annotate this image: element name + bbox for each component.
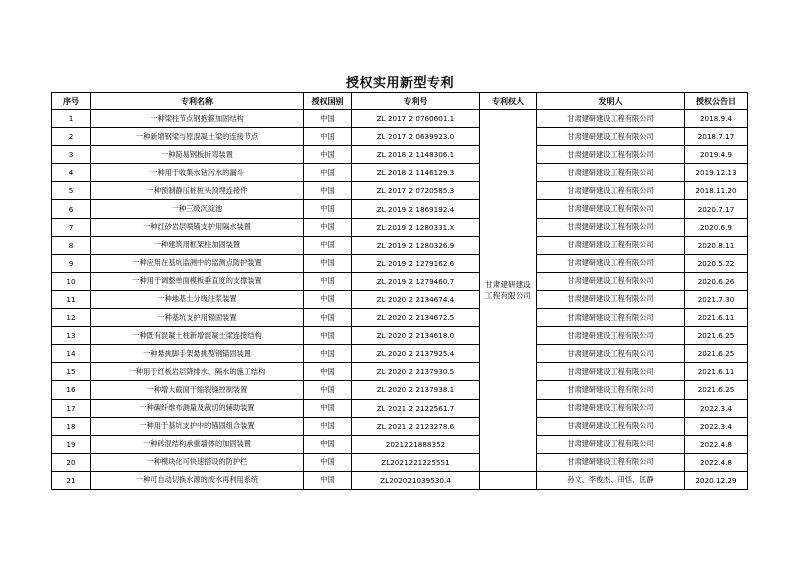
cell-no: 1	[52, 110, 91, 128]
cell-country: 中国	[304, 453, 352, 471]
cell-inventor: 甘肃建研建设工程有限公司	[537, 200, 685, 218]
cell-patent-name: 一种用于基坑支护中的锚固组合装置	[91, 417, 304, 435]
cell-patent-name: 一种应用在基坑监测中的监测点防护装置	[91, 254, 304, 272]
cell-country: 中国	[304, 399, 352, 417]
table-row	[52, 399, 748, 417]
table-row	[52, 146, 748, 164]
cell-inventor: 甘肃建研建设工程有限公司	[537, 254, 685, 272]
cell-patent-number: ZL 2019 2 1279460.7	[352, 272, 480, 290]
cell-patent-name: 一种三级沉淀池	[91, 200, 304, 218]
cell-no: 20	[52, 453, 91, 471]
cell-no: 18	[52, 417, 91, 435]
cell-date: 2021.7.30	[685, 290, 748, 308]
cell-patent-number: ZL 2021 2 2122561.7	[352, 399, 480, 417]
column-header-name: 专利名称	[91, 93, 304, 110]
cell-country: 中国	[304, 254, 352, 272]
cell-date: 2019.4.9	[685, 146, 748, 164]
column-header-number: 专利号	[352, 93, 480, 110]
cell-country: 中国	[304, 381, 352, 399]
cell-inventor: 甘肃建研建设工程有限公司	[537, 146, 685, 164]
cell-country: 中国	[304, 146, 352, 164]
cell-no: 6	[52, 200, 91, 218]
cell-inventor: 甘肃建研建设工程有限公司	[537, 417, 685, 435]
patent-table	[51, 92, 748, 490]
cell-date: 2020.6.9	[685, 218, 748, 236]
cell-no: 14	[52, 345, 91, 363]
cell-date: 2021.6.25	[685, 345, 748, 363]
cell-patent-number: ZL 2020 2 2134672.5	[352, 309, 480, 327]
table-row	[52, 200, 748, 218]
cell-date: 2022.3.4	[685, 399, 748, 417]
table-row	[52, 236, 748, 254]
cell-patent-number: ZL 2017 2 0760601.1	[352, 110, 480, 128]
cell-inventor: 甘肃建研建设工程有限公司	[537, 435, 685, 453]
cell-patent-number: ZL202021039530.4	[352, 471, 480, 489]
cell-inventor: 甘肃建研建设工程有限公司	[537, 453, 685, 471]
table-row	[52, 363, 748, 381]
cell-patent-number: ZL2021221225551	[352, 453, 480, 471]
cell-patent-name: 一种地基土分级注浆装置	[91, 290, 304, 308]
cell-date: 2020.7.17	[685, 200, 748, 218]
cell-no: 11	[52, 290, 91, 308]
column-header-no: 序号	[52, 93, 91, 110]
table-row	[52, 471, 748, 489]
cell-patent-name: 一种可自动切换水源的废水再利用系统	[91, 471, 304, 489]
cell-inventor: 甘肃建研建设工程有限公司	[537, 290, 685, 308]
cell-country: 中国	[304, 200, 352, 218]
cell-patent-number: ZL 2020 2 2134618.0	[352, 327, 480, 345]
cell-patent-name: 一种砖混结构承重墙体的加固装置	[91, 435, 304, 453]
cell-country: 中国	[304, 182, 352, 200]
cell-no: 4	[52, 164, 91, 182]
table-row	[52, 182, 748, 200]
cell-country: 中国	[304, 345, 352, 363]
table-row	[52, 272, 748, 290]
cell-no: 21	[52, 471, 91, 489]
cell-inventor: 甘肃建研建设工程有限公司	[537, 309, 685, 327]
cell-no: 19	[52, 435, 91, 453]
cell-patent-name: 一种梁柱节点钢抱箍加固结构	[91, 110, 304, 128]
cell-patent-name: 一种基坑支护用锚固装置	[91, 309, 304, 327]
table-row	[52, 309, 748, 327]
cell-patent-number: ZL 2018 2 1148306.1	[352, 146, 480, 164]
cell-no: 2	[52, 128, 91, 146]
cell-patent-number: ZL 2020 2 2137930.5	[352, 363, 480, 381]
cell-inventor: 甘肃建研建设工程有限公司	[537, 381, 685, 399]
cell-patent-number: ZL 2020 2 2134674.4	[352, 290, 480, 308]
cell-no: 13	[52, 327, 91, 345]
cell-country: 中国	[304, 128, 352, 146]
cell-no: 3	[52, 146, 91, 164]
cell-no: 10	[52, 272, 91, 290]
cell-patent-number: ZL 2017 2 0720585.3	[352, 182, 480, 200]
cell-inventor: 甘肃建研建设工程有限公司	[537, 327, 685, 345]
cell-country: 中国	[304, 471, 352, 489]
cell-country: 中国	[304, 164, 352, 182]
cell-country: 中国	[304, 236, 352, 254]
cell-no: 8	[52, 236, 91, 254]
cell-patent-name: 一种悬挑脚手架悬挑型钢锚固装置	[91, 345, 304, 363]
cell-country: 中国	[304, 309, 352, 327]
cell-patent-name: 一种模块化可快速搭设的防护栏	[91, 453, 304, 471]
cell-patent-name: 一种既有混凝土柱新增混凝土梁连接结构	[91, 327, 304, 345]
cell-country: 中国	[304, 417, 352, 435]
cell-date: 2022.4.8	[685, 435, 748, 453]
cell-patent-number: ZL 2020 2 2137925.4	[352, 345, 480, 363]
cell-patent-name: 一种新增钢梁与原混凝土梁的连接节点	[91, 128, 304, 146]
cell-country: 中国	[304, 272, 352, 290]
cell-country: 中国	[304, 435, 352, 453]
table-row	[52, 435, 748, 453]
column-header-country: 授权国别	[304, 93, 352, 110]
cell-date: 2018.11.20	[685, 182, 748, 200]
column-header-inventor: 发明人	[537, 93, 685, 110]
cell-date: 2022.3.4	[685, 417, 748, 435]
cell-country: 中国	[304, 290, 352, 308]
column-header-date: 授权公告日	[685, 93, 748, 110]
cell-date: 2021.6.11	[685, 363, 748, 381]
cell-patent-name: 一种增大截面干缩裂缝控制装置	[91, 381, 304, 399]
cell-patent-number: ZL 2021 2 2123278.6	[352, 417, 480, 435]
cell-patent-name: 一种简易钢板折弯装置	[91, 146, 304, 164]
table-row	[52, 128, 748, 146]
cell-patent-name: 一种用于红板岩层降排水、隔水的施工结构	[91, 363, 304, 381]
cell-no: 12	[52, 309, 91, 327]
table-row	[52, 164, 748, 182]
cell-patent-number: 2021221888352	[352, 435, 480, 453]
cell-inventor: 甘肃建研建设工程有限公司	[537, 363, 685, 381]
table-row	[52, 218, 748, 236]
cell-date: 2021.6.11	[685, 309, 748, 327]
cell-inventor: 甘肃建研建设工程有限公司	[537, 345, 685, 363]
cell-inventor: 甘肃建研建设工程有限公司	[537, 128, 685, 146]
cell-date: 2020.12.29	[685, 471, 748, 489]
cell-patent-number: ZL 2019 2 1280326.9	[352, 236, 480, 254]
table-row	[52, 453, 748, 471]
column-header-owner: 专利权人	[480, 93, 537, 110]
cell-owner: 甘肃建研建设工程有限公司	[480, 110, 537, 472]
cell-date: 2018.7.17	[685, 128, 748, 146]
table-row	[52, 254, 748, 272]
cell-date: 2020.8.11	[685, 236, 748, 254]
cell-country: 中国	[304, 218, 352, 236]
cell-date: 2021.6.25	[685, 381, 748, 399]
table-body	[52, 110, 748, 490]
table-row	[52, 417, 748, 435]
cell-date: 2021.6.25	[685, 327, 748, 345]
cell-no: 7	[52, 218, 91, 236]
cell-inventor: 甘肃建研建设工程有限公司	[537, 164, 685, 182]
cell-owner-empty	[480, 471, 537, 489]
cell-date: 2019.12.13	[685, 164, 748, 182]
cell-date: 2020.6.26	[685, 272, 748, 290]
cell-inventor: 甘肃建研建设工程有限公司	[537, 218, 685, 236]
cell-inventor: 甘肃建研建设工程有限公司	[537, 236, 685, 254]
cell-inventor: 甘肃建研建设工程有限公司	[537, 182, 685, 200]
cell-patent-name: 一种建筑用框架柱加固装置	[91, 236, 304, 254]
table-row	[52, 327, 748, 345]
cell-patent-name: 一种预制静压桩桩头预埋连接件	[91, 182, 304, 200]
cell-patent-name: 一种用于收集水钻污水的漏斗	[91, 164, 304, 182]
cell-no: 16	[52, 381, 91, 399]
table-row	[52, 381, 748, 399]
cell-patent-name: 一种红砂岩层喷锚支护用隔水装置	[91, 218, 304, 236]
cell-inventor: 甘肃建研建设工程有限公司	[537, 399, 685, 417]
cell-patent-number: ZL 2020 2 2137938.1	[352, 381, 480, 399]
cell-country: 中国	[304, 110, 352, 128]
cell-date: 2020.5.22	[685, 254, 748, 272]
cell-inventor: 甘肃建研建设工程有限公司	[537, 272, 685, 290]
cell-country: 中国	[304, 327, 352, 345]
cell-patent-number: ZL 2019 2 1280331.X	[352, 218, 480, 236]
table-row	[52, 110, 748, 128]
table-row	[52, 345, 748, 363]
cell-no: 5	[52, 182, 91, 200]
cell-patent-number: ZL 2018 2 1146129.3	[352, 164, 480, 182]
cell-patent-number: ZL 2019 2 1279162.6	[352, 254, 480, 272]
cell-inventor: 甘肃建研建设工程有限公司	[537, 110, 685, 128]
cell-date: 2018.9.4	[685, 110, 748, 128]
table-header-row	[52, 93, 748, 110]
cell-inventor: 孙文、李俊杰、田恬、匡静	[537, 471, 685, 489]
cell-country: 中国	[304, 363, 352, 381]
cell-date: 2022.4.8	[685, 453, 748, 471]
cell-patent-name: 一种碳纤维布测量及裁切的辅助装置	[91, 399, 304, 417]
cell-patent-number: ZL 2019 2 1869192.4	[352, 200, 480, 218]
page-title: 授权实用新型专利	[345, 76, 454, 91]
cell-no: 9	[52, 254, 91, 272]
cell-no: 17	[52, 399, 91, 417]
cell-patent-number: ZL 2017 2 0639923.0	[352, 128, 480, 146]
cell-patent-name: 一种用于调整单面模板垂直度的支撑装置	[91, 272, 304, 290]
cell-no: 15	[52, 363, 91, 381]
table-row	[52, 290, 748, 308]
